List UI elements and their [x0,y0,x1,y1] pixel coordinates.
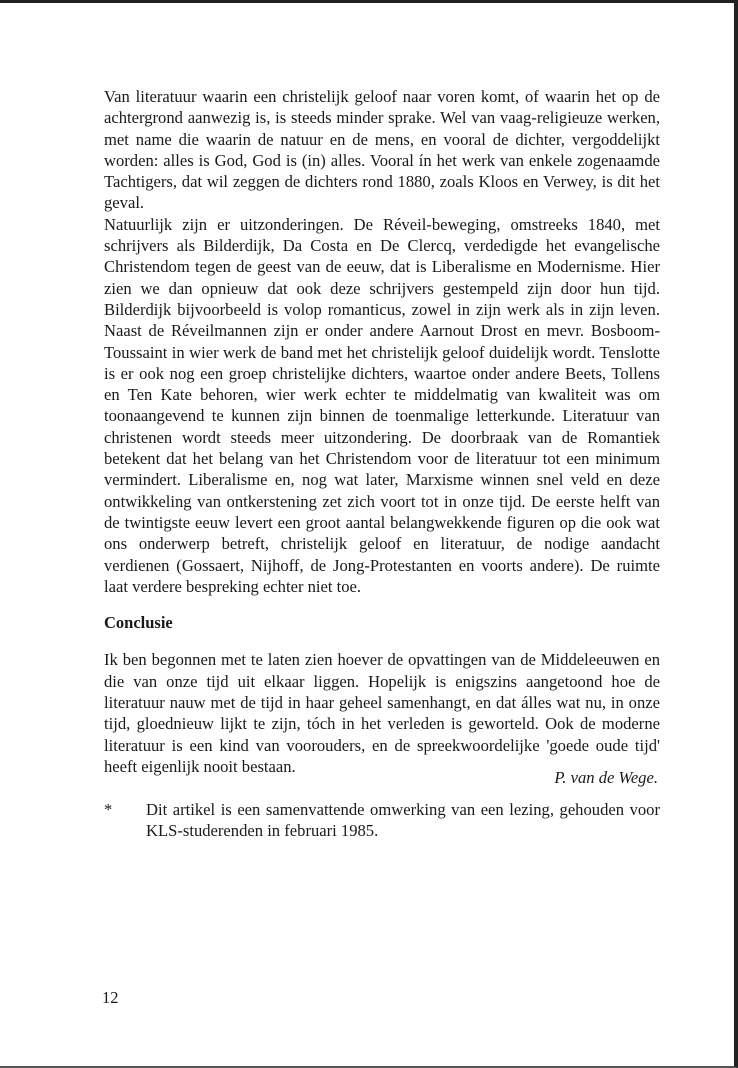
article-body [104,86,660,841]
author-signature: P. van de Wege. [554,768,658,788]
page-number: 12 [102,988,119,1007]
footnote-mark: * [104,799,113,819]
paragraph-conclusion: Ik ben begonnen met te laten zien hoever de opvattingen van de Middeleeuwen en die van onze tijd uit elkaar liggen. Hopelijk is enigszins aangetoond hoe de literatuur nauw met de tijd in haar geheel samenhangt, en dat álles wat nu, in onze tijd, gloednieuw lijkt te zijn, tóch in het verleden is geworteld. Ook de moderne literatuur is een kind van voorouders, en de spreekwoordelijke 'goede oude tijd' heeft eigenlijk nooit bestaan. [104,650,660,776]
paragraph-exceptions: Natuurlijk zijn er uitzonderingen. De Réveil-beweging, omstreeks 1840, met schrijvers als Bilderdijk, Da Costa en De Clercq, verdedigde het evangelische Christendom tegen de geest van de eeuw, dat is Liberalisme en Modernisme. Hier zien we dan opnieuw dat ook deze schrijvers gestempeld zijn door hun tijd. Bilderdijk bijvoorbeeld is volop romanticus, zowel in zijn werk als in zijn leven. Naast de Réveilmannen zijn er onder andere Aarnout Drost en mevr. Bosboom-Toussaint in wier werk de band met het christelijk geloof duidelijk wordt. Tenslotte is er ook nog een groep christelijke dichters, waartoe onder andere Beets, Tollens en Ten Kate behoren, wier werk echter te middelmatig van kwaliteit was om toonaangevend te kunnen zijn binnen de toenmalige letterkunde. Literatuur van christenen wordt steeds meer uitzondering. De doorbraak van de Romantiek betekent dat het belang van het Christendom voor de literatuur tot een minimum vermindert. Liberalisme en, nog wat later, Marxisme winnen snel veld en deze ontwikkeling van ontkerstening zet zich voort tot in onze tijd. De eerste helft van de twintigste eeuw levert een groot aantal belangwekkende figuren op die ook wat ons onderwerp betreft, christelijk geloof en literatuur, de nodige aandacht verdienen (Gossaert, Nijhoff, de Jong-Protestanten en voorts andere). De ruimte laat verdere bespreking echter niet toe. [104,214,660,596]
footnote-text: Dit artikel is een samenvattende omwerking van een lezing, gehouden voor KLS-studerenden in februari 1985. [146,799,660,840]
footnote [104,799,660,842]
paragraph-tachtigers: Van literatuur waarin een christelijk geloof naar voren komt, of waarin het op de achtergrond aanwezig is, is steeds minder sprake. Wel van vaag-religieuze werken, met name die waarin de natuur en de mens, en vooral de dichter, vergoddelijkt worden: alles is God, God is (in) alles. Vooral ín het werk van enkele zogenaamde Tachtigers, dat wil zeggen de dichters rond 1880, zoals Kloos en Verwey, is dit het geval. [104,87,660,213]
section-heading-conclusie: Conclusie [104,613,173,633]
